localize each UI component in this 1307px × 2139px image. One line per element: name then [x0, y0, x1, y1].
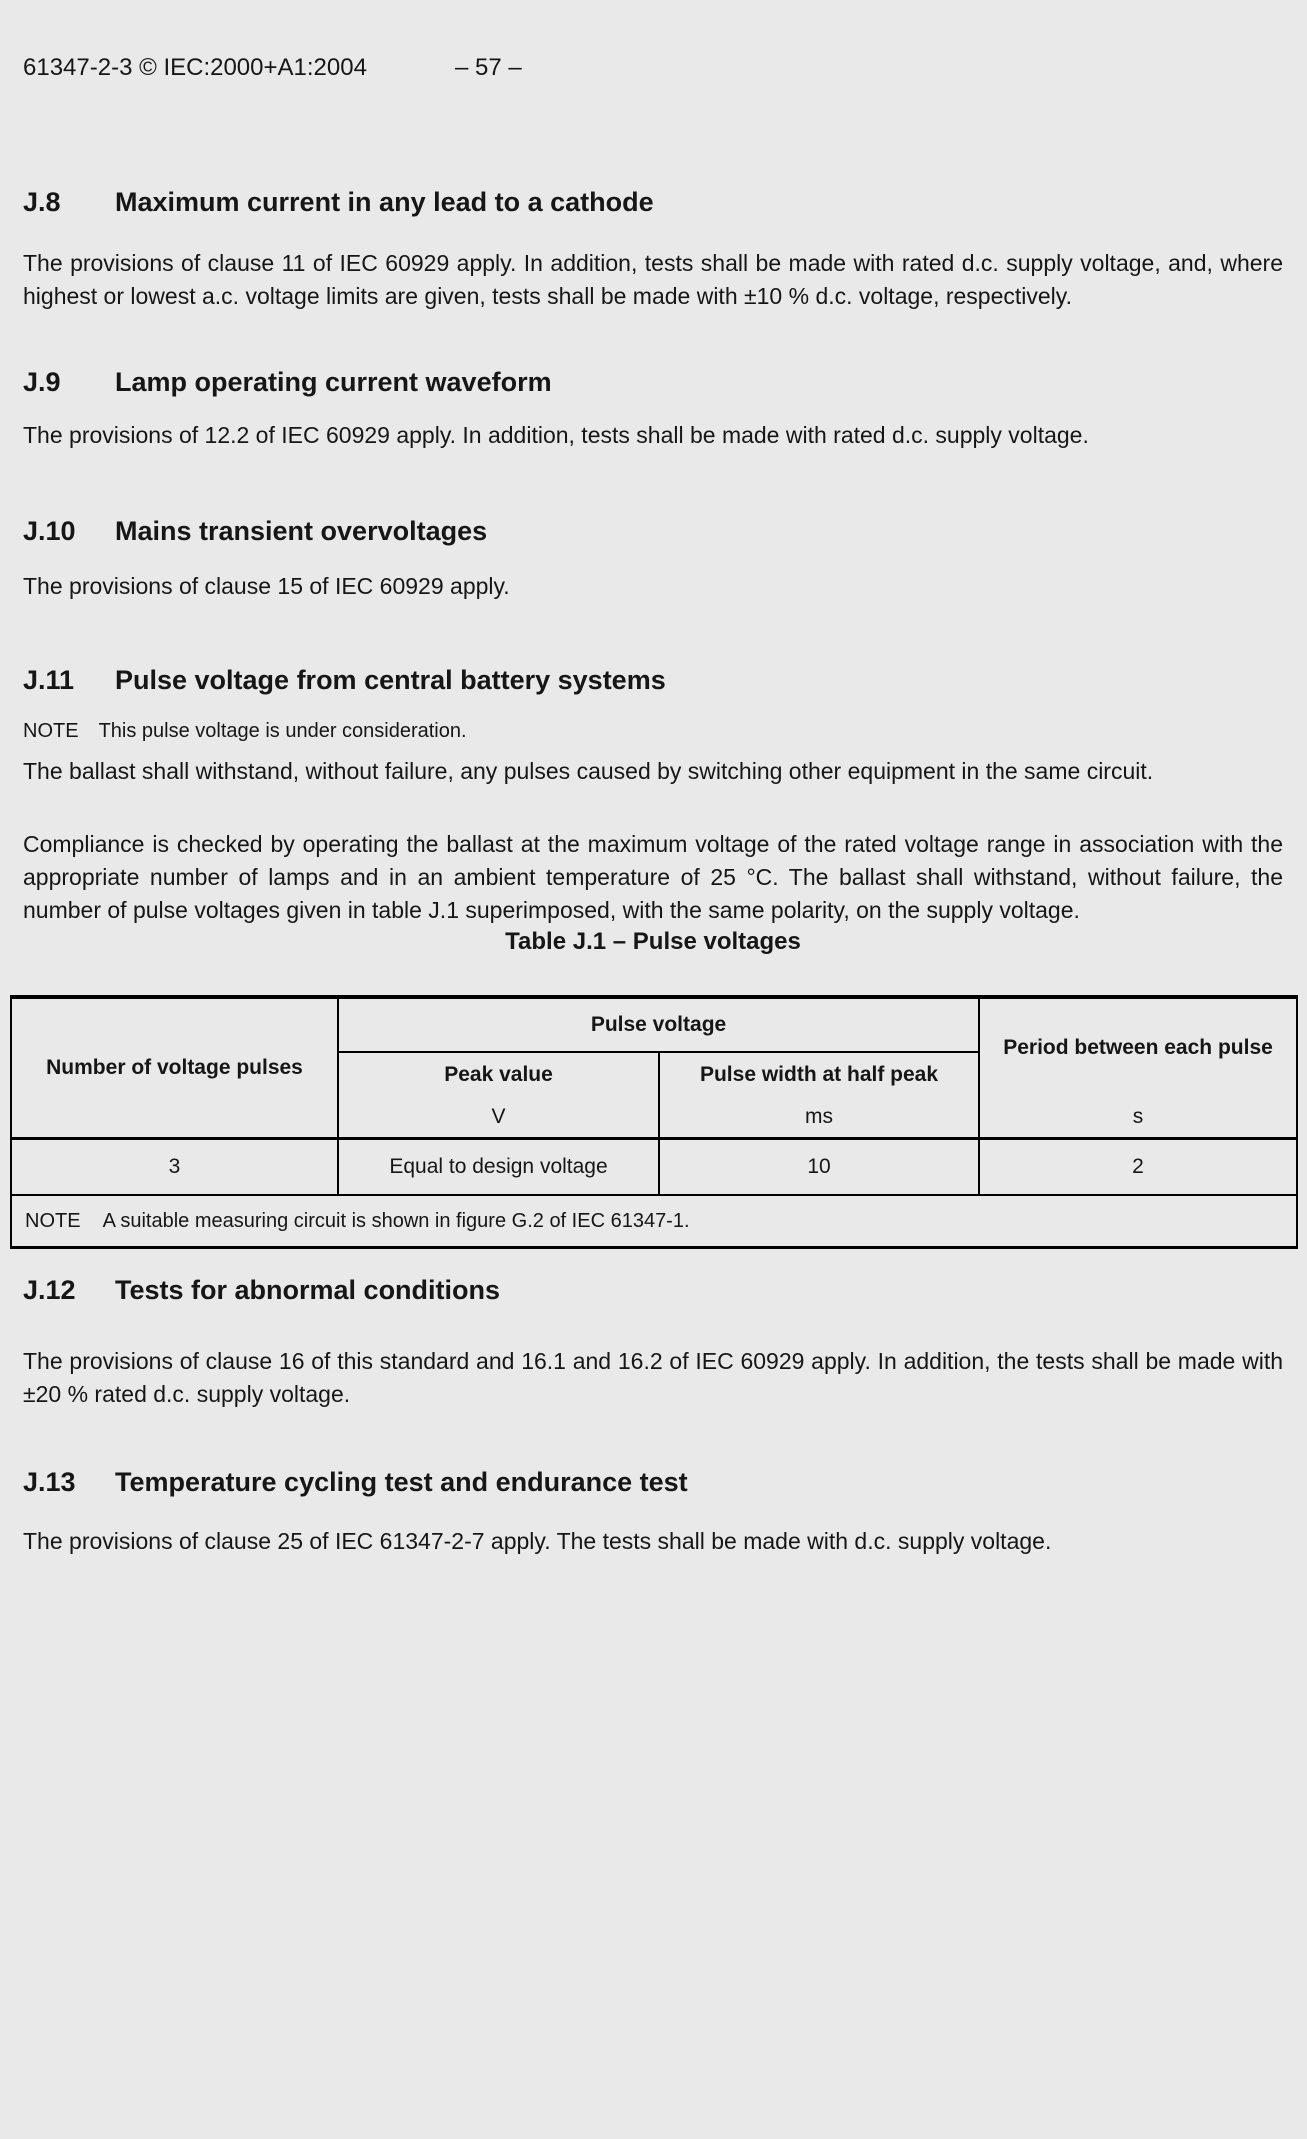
standard-reference: 61347-2-3 © IEC:2000+A1:2004 — [23, 54, 367, 81]
col-header-period-between-pulses: Period between each pulse — [979, 997, 1297, 1097]
section-number: J.9 — [23, 367, 61, 397]
section-title: Temperature cycling test and endurance test — [115, 1467, 688, 1497]
section-number: J.13 — [23, 1467, 76, 1497]
cell-pulse-width: 10 — [659, 1139, 979, 1196]
section-heading-j10 — [23, 514, 1283, 548]
section-heading-j13 — [23, 1465, 1283, 1499]
paragraph-j11-2: Compliance is checked by operating the ballast at the maximum voltage of the rated voltage range in association with the appropriate number of lamps and in an ambient temperature of 25 °C. The ballast shall withstand, without failure, the number of pulse voltages given in table J.1 superimposed, with the same polarity, on the supply voltage. — [23, 831, 1283, 923]
table-data-row — [11, 1139, 1297, 1196]
paragraph-j9: The provisions of 12.2 of IEC 60929 apply. In addition, tests shall be made with rated d.c. supply voltage. — [23, 422, 1089, 448]
paragraph-j8: The provisions of clause 11 of IEC 60929 apply. In addition, tests shall be made with rated d.c. supply voltage, and, where highest or lowest a.c. voltage limits are given, tests shall be made with ±10 % d.c. voltage, respectively. — [23, 250, 1283, 309]
table-title: Table J.1 – Pulse voltages — [505, 928, 801, 955]
unit-period: s — [979, 1097, 1297, 1139]
table-note — [11, 1195, 1297, 1248]
note-label: NOTE — [23, 720, 79, 742]
section-heading-j8 — [23, 185, 1283, 219]
note-text: This pulse voltage is under consideration. — [98, 720, 467, 742]
col-header-peak-value: Peak value — [338, 1052, 659, 1097]
cell-number-of-pulses: 3 — [11, 1139, 338, 1196]
paragraph-j11-1: The ballast shall withstand, without failure, any pulses caused by switching other equipment in the same circuit. — [23, 758, 1154, 784]
section-number: J.8 — [23, 187, 61, 217]
note-j11 — [23, 719, 1283, 743]
table-header-row-1 — [11, 997, 1297, 1052]
section-heading-j9 — [23, 365, 1283, 399]
section-title: Lamp operating current waveform — [115, 367, 552, 397]
col-header-pulse-width: Pulse width at half peak — [659, 1052, 979, 1097]
section-number: J.10 — [23, 516, 76, 546]
page-header — [23, 55, 1283, 81]
cell-period: 2 — [979, 1139, 1297, 1196]
pulse-voltages-table — [10, 995, 1298, 1249]
section-title: Tests for abnormal conditions — [115, 1275, 501, 1305]
col-header-number-of-pulses: Number of voltage pulses — [46, 1056, 303, 1079]
unit-pulse-width: ms — [659, 1097, 979, 1139]
note-text: A suitable measuring circuit is shown in figure G.2 of IEC 61347-1. — [102, 1210, 690, 1232]
paragraph-j10: The provisions of clause 15 of IEC 60929 apply. — [23, 573, 510, 599]
unit-peak-value: V — [338, 1097, 659, 1139]
section-number: J.11 — [23, 665, 75, 695]
section-heading-j11 — [23, 663, 1283, 697]
paragraph-j13: The provisions of clause 25 of IEC 61347-2-7 apply. The tests shall be made with d.c. supply voltage. — [23, 1528, 1052, 1554]
section-heading-j12 — [23, 1273, 1283, 1307]
cell-peak-value: Equal to design voltage — [338, 1139, 659, 1196]
col-group-header-pulse-voltage: Pulse voltage — [338, 997, 979, 1052]
note-label: NOTE — [25, 1210, 81, 1232]
section-number: J.12 — [23, 1275, 76, 1305]
section-title: Pulse voltage from central battery systems — [115, 665, 666, 695]
section-title: Mains transient overvoltages — [115, 516, 488, 546]
table-note-row — [11, 1195, 1297, 1248]
page-number: – 57 – — [455, 54, 522, 81]
section-title: Maximum current in any lead to a cathode — [115, 187, 654, 217]
paragraph-j12: The provisions of clause 16 of this standard and 16.1 and 16.2 of IEC 60929 apply. In addition, the tests shall be made with ±20 % rated d.c. supply voltage. — [23, 1348, 1283, 1407]
